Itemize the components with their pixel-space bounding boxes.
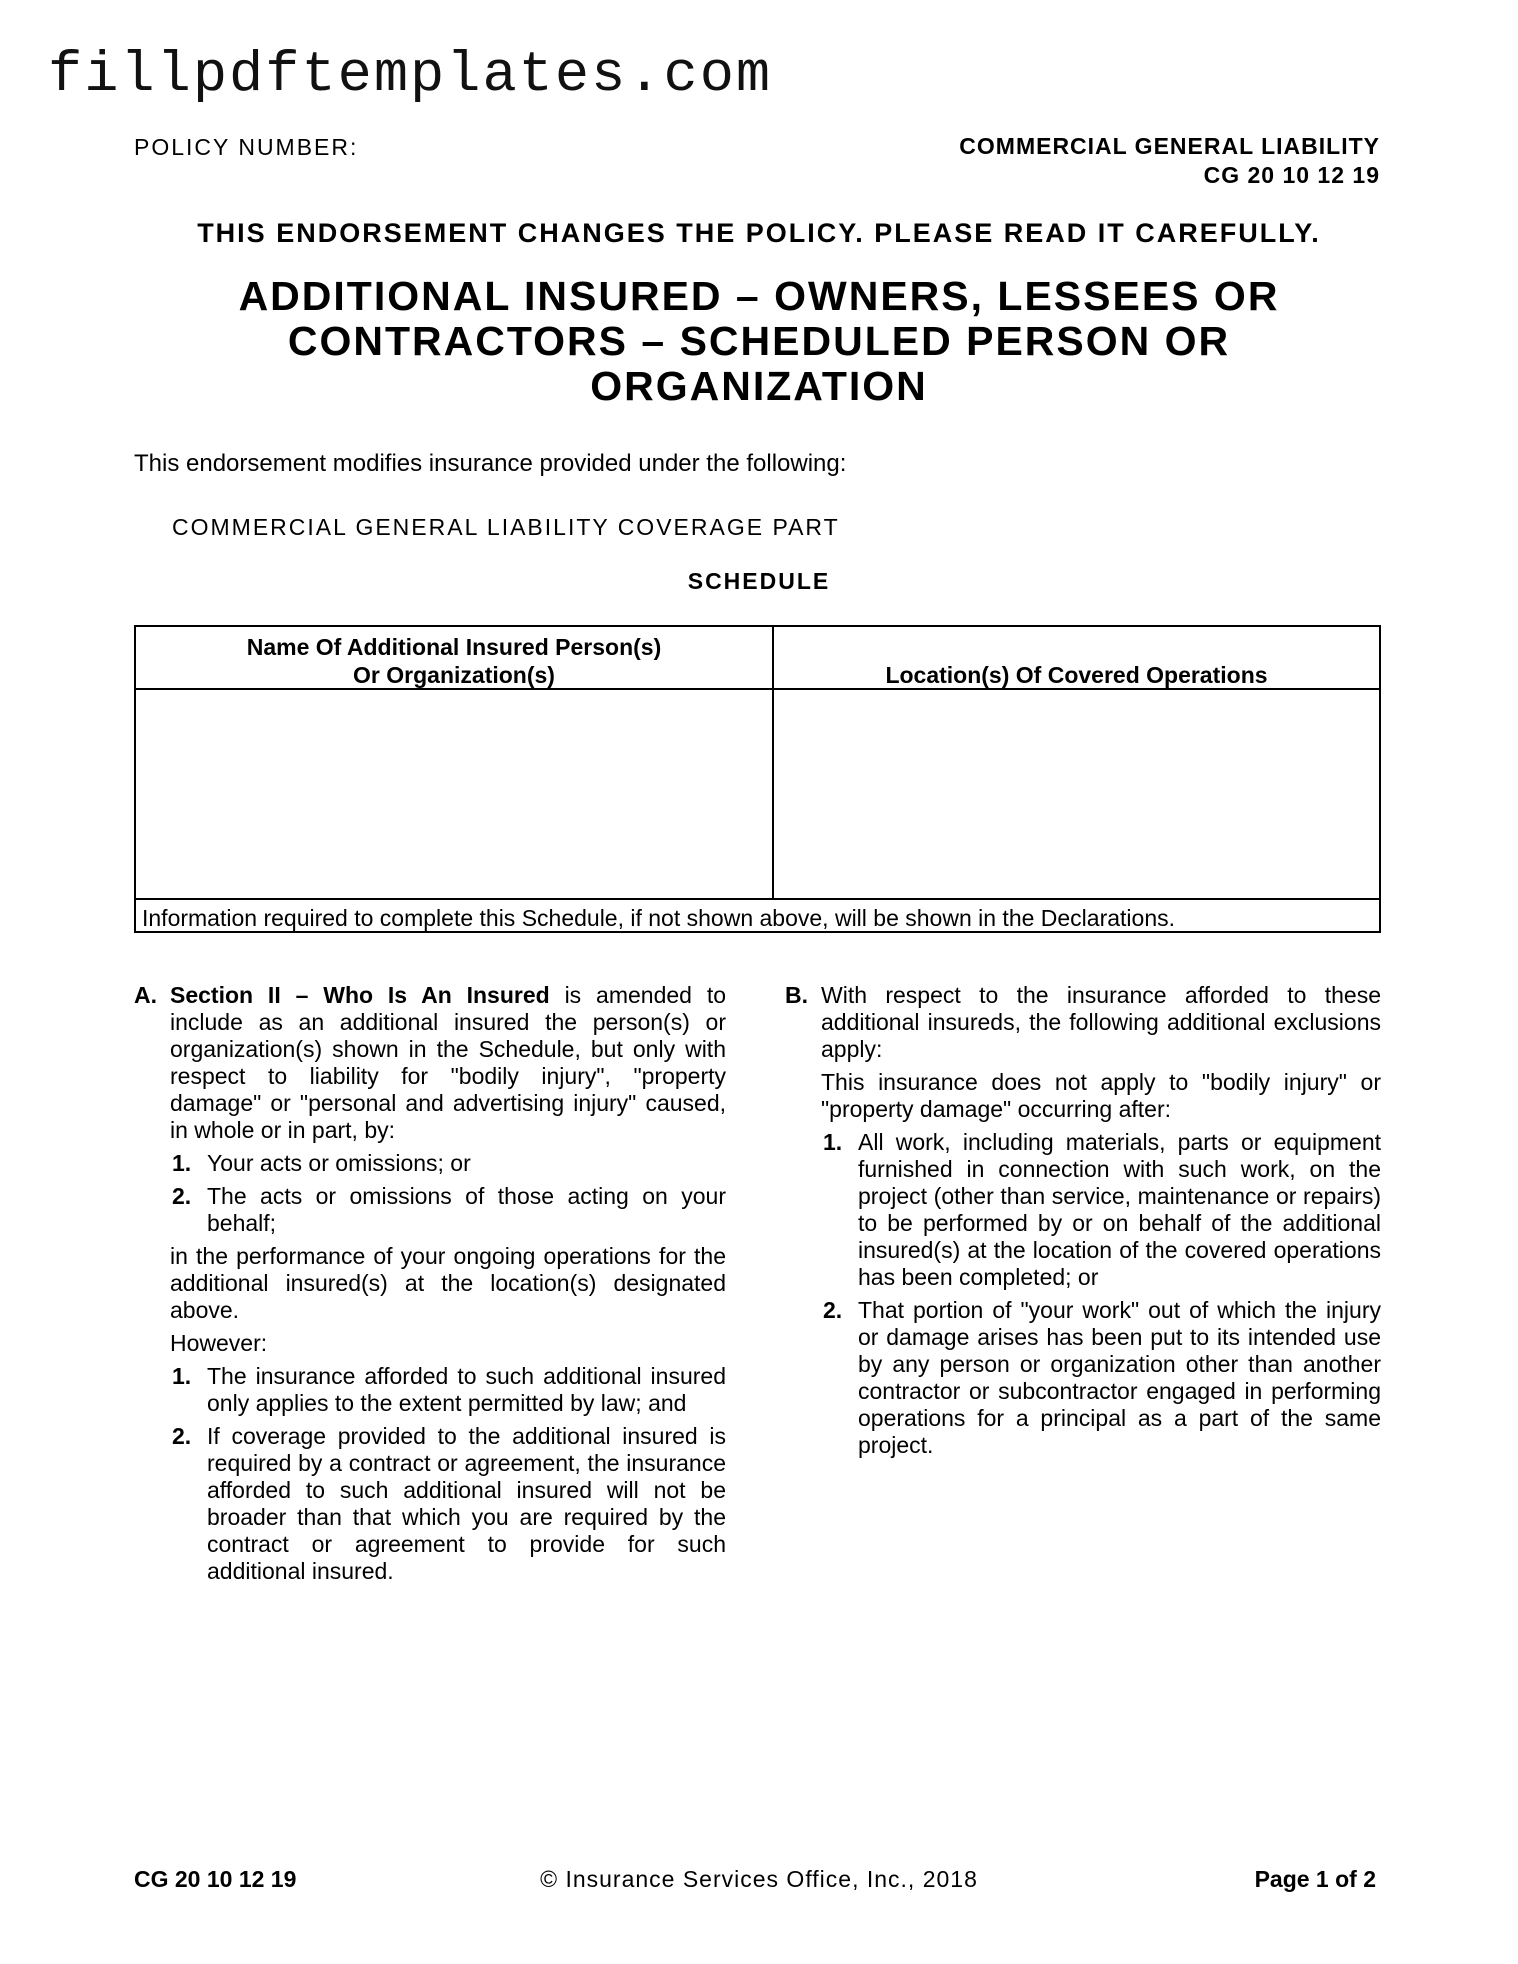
section-a-after-items: in the performance of your ongoing operations for the additional insured(s) at the location(s) designated above. [170, 1243, 726, 1323]
item-text: That portion of "your work" out of which the injury or damage arises has been put to its intended use by any person or organization other than another contractor or subcontractor engaged in performing operations for a principal as a part of the same project. [858, 1297, 1381, 1458]
footer-page-number: Page 1 of 2 [1254, 1866, 1376, 1892]
section-a-intro-text: is amended to include as an additional insured the person(s) or organization(s) shown in the Schedule, but only with respect to liability for "bodily injury", "property damage" or "personal and advertising injury" caused, in whole or in part, by: [170, 982, 726, 1143]
item-text: Your acts or omissions; or [207, 1150, 471, 1176]
list-item [134, 1363, 726, 1417]
section-a [134, 982, 726, 1585]
item-number: 1. [823, 1129, 843, 1155]
section-a-intro [134, 982, 726, 1144]
footer-form-number: CG 20 10 12 19 [134, 1866, 297, 1892]
list-item [134, 1183, 726, 1237]
list-item [134, 1150, 726, 1177]
section-b-intro-text: With respect to the insurance afforded to these additional insureds, the following additional exclusions apply: [821, 982, 1381, 1062]
section-b-intro [785, 982, 1381, 1063]
schedule-location-field[interactable] [774, 690, 1381, 898]
section-b-para: This insurance does not apply to "bodily injury" or "property damage" occurring after: [821, 1069, 1381, 1122]
schedule-header-name [136, 633, 772, 689]
header-line: Name Of Additional Insured Person(s) [246, 634, 662, 660]
schedule-note: Information required to complete this Schedule, if not shown above, will be shown in the Declarations. [142, 905, 1176, 931]
title-line-2: CONTRACTORS – SCHEDULED PERSON OR [287, 318, 1231, 364]
header-line: Or Organization(s) [353, 662, 555, 688]
section-b [785, 982, 1381, 1459]
section-a-heading: Section II – Who Is An Insured [170, 982, 550, 1008]
form-header [959, 132, 1380, 190]
schedule-header-location: Location(s) Of Covered Operations [885, 662, 1268, 688]
watermark-text: fillpdftemplates.com [48, 44, 773, 108]
list-item [785, 1129, 1381, 1291]
form-number: CG 20 10 12 19 [1203, 162, 1380, 188]
page-title [180, 274, 1338, 409]
section-b-label: B. [785, 982, 808, 1008]
list-item [785, 1297, 1381, 1459]
policy-number-label: POLICY NUMBER: [134, 134, 359, 160]
item-text: The insurance afforded to such additional insured only applies to the extent permitted by law; and [207, 1363, 726, 1416]
table-divider [136, 898, 1379, 900]
item-text: All work, including materials, parts or equipment furnished in connection with such work, on the project (other than service, maintenance or repairs) to be performed by or on behalf of the additional insured(s) at the location of the covered operations has been completed; or [858, 1129, 1381, 1290]
item-number: 1. [172, 1150, 192, 1176]
section-a-label: A. [134, 982, 157, 1008]
item-text: The acts or omissions of those acting on your behalf; [207, 1183, 726, 1236]
list-item [134, 1423, 726, 1585]
section-a-however: However: [170, 1330, 268, 1356]
title-line-3: ORGANIZATION [590, 363, 928, 409]
item-number: 2. [823, 1297, 843, 1323]
endorsement-notice: THIS ENDORSEMENT CHANGES THE POLICY. PLEASE READ IT CAREFULLY. [197, 218, 1321, 248]
item-number: 1. [172, 1363, 192, 1389]
item-number: 2. [172, 1183, 192, 1209]
form-line: COMMERCIAL GENERAL LIABILITY [959, 133, 1380, 159]
modifies-text: This endorsement modifies insurance provided under the following: [134, 450, 847, 477]
footer-copyright: © Insurance Services Office, Inc., 2018 [540, 1866, 978, 1892]
schedule-table [134, 625, 1381, 933]
coverage-part: COMMERCIAL GENERAL LIABILITY COVERAGE PART [172, 514, 840, 540]
title-line-1: ADDITIONAL INSURED – OWNERS, LESSEES OR [238, 273, 1280, 319]
item-text: If coverage provided to the additional insured is required by a contract or agreement, the insurance afforded to such additional insured will not be broader than that which you are required by the contract or agreement to provide for such additional insured. [207, 1423, 726, 1584]
item-number: 2. [172, 1423, 192, 1449]
schedule-label: SCHEDULE [687, 568, 831, 594]
schedule-name-field[interactable] [136, 690, 772, 898]
